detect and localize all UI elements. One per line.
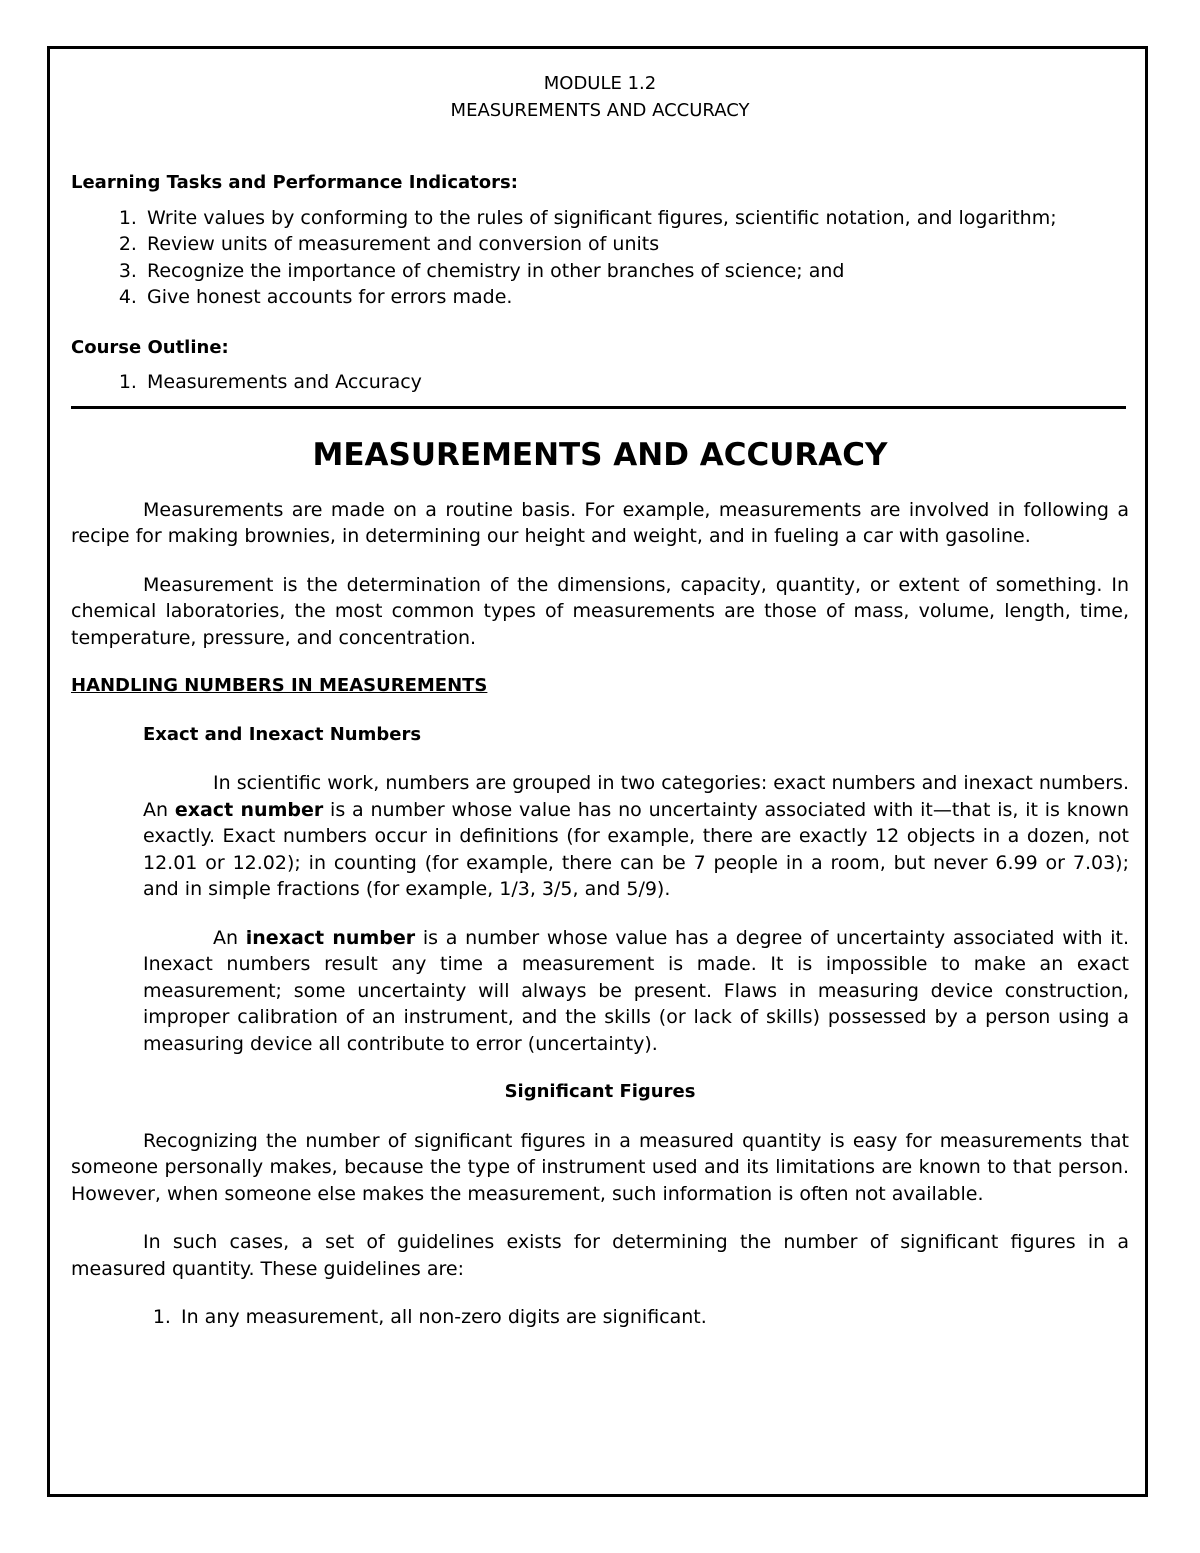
exact-number-paragraph: [143, 770, 1129, 903]
definition-paragraph: Measurement is the determination of the dimensions, capacity, quantity, or extent of something. In chemical laboratories, the most common types of measurements are those of mass, volume, length, time, temperature, pressure, and concentration.: [71, 573, 1129, 649]
course-outline-list: [71, 369, 1129, 396]
inexact-text-end: is a number whose value has a degree of uncertainty associated with it. Inexact numbers result any time a measurement is made. It is impossible to make an exact measurement; some uncertainty will always be present. Flaws in measuring device construction, improper calibration of an instrument, and the skills (or lack of skills) possessed by a person using a measuring device all contribute to error (uncertainty).: [143, 926, 1129, 1055]
learning-tasks-list: [71, 205, 1129, 311]
handling-numbers-heading: HANDLING NUMBERS IN MEASUREMENTS: [71, 675, 488, 696]
list-item: 1. Measurements and Accuracy: [143, 369, 1129, 396]
learning-tasks-label: Learning Tasks and Performance Indicators:: [71, 172, 518, 193]
list-item: 1. In any measurement, all non-zero digits are significant.: [177, 1304, 1129, 1331]
inexact-number-term: inexact number: [245, 926, 416, 949]
inexact-number-paragraph: [143, 925, 1129, 1058]
module-number: MODULE 1.2: [543, 73, 657, 94]
main-title: MEASUREMENTS AND ACCURACY: [312, 436, 888, 473]
sigfig-rules-list: [71, 1304, 1129, 1331]
document-content: [71, 70, 1129, 1331]
sigfig-paragraph-2: In such cases, a set of guidelines exists for determining the number of significant figures in a measured quantity. These guidelines are:: [71, 1231, 1129, 1280]
exact-text-end: is a number whose value has no uncertainty associated with it—that is, it is known exactly. Exact numbers occur in definitions (for example, there are exactly 12 objects in a dozen, not 12.01 or 12.02); in counting (for example, there can be 7 people in a room, but never 6.99 or 7.03); and in simple fractions (for example, 1/3, 3/5, and 5/9).: [143, 798, 1129, 900]
exact-text-start: In scientific work, numbers are grouped in two categories: exact numbers and inexact numbers. An: [143, 772, 1129, 821]
exact-inexact-section: [143, 770, 1129, 1057]
inexact-text-start: An: [213, 926, 246, 949]
exact-inexact-subheading: Exact and Inexact Numbers: [143, 723, 422, 745]
significant-figures-heading: Significant Figures: [504, 1081, 696, 1102]
divider: [71, 406, 1126, 409]
exact-number-term: exact number: [174, 798, 324, 821]
intro-paragraph: Measurements are made on a routine basis. For example, measurements are involved in following a recipe for making brownies, in determining our height and weight, and in fueling a car with gasoline.: [71, 498, 1129, 547]
list-item: 4. Give honest accounts for errors made.: [143, 284, 1129, 311]
list-item: 2. Review units of measurement and conversion of units: [143, 231, 1129, 258]
list-item: 3. Recognize the importance of chemistry in other branches of science; and: [143, 258, 1129, 285]
course-outline-label: Course Outline:: [71, 336, 229, 358]
list-item: 1. Write values by conforming to the rules of significant figures, scientific notation, and logarithm;: [143, 205, 1129, 232]
module-subtitle: MEASUREMENTS AND ACCURACY: [450, 100, 750, 121]
sigfig-paragraph-1: Recognizing the number of significant figures in a measured quantity is easy for measurements that someone personally makes, because the type of instrument used and its limitations are known to that person. However, when someone else makes the measurement, such information is often not available.: [71, 1129, 1129, 1205]
